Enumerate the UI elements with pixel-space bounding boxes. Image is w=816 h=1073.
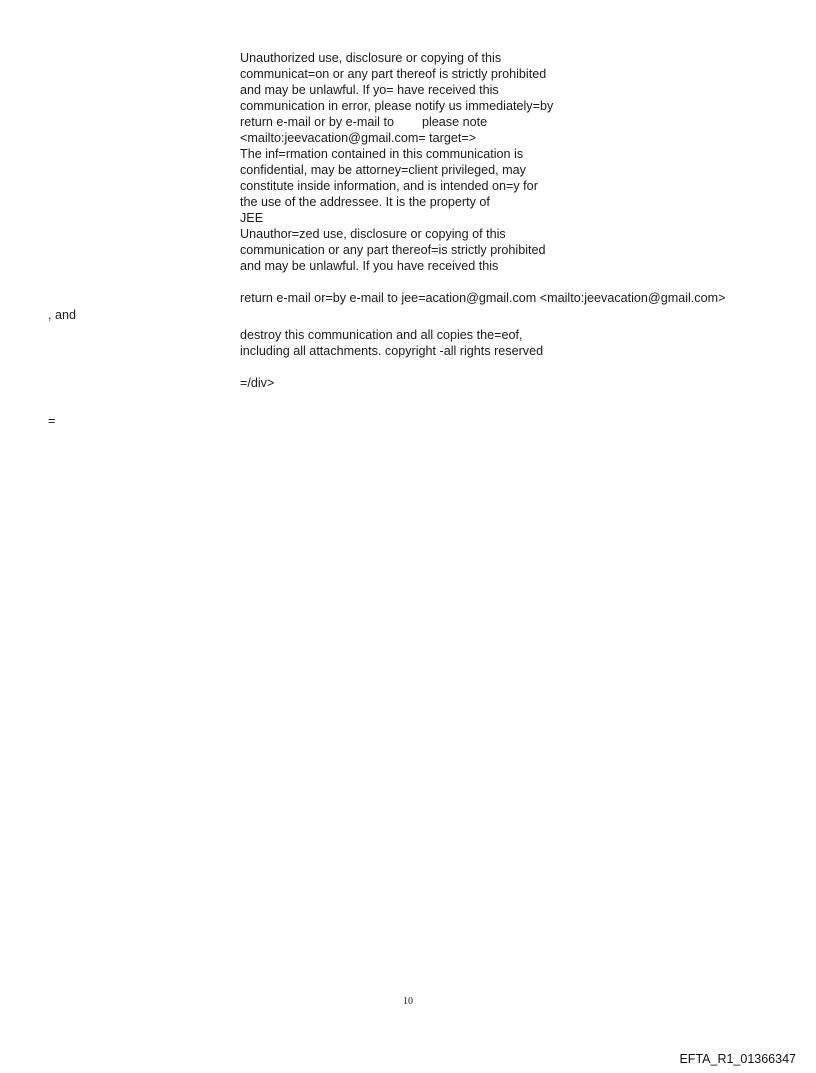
left-margin-and: , and [48,308,77,322]
body-line: the use of the addressee. It is the property of [240,195,490,209]
div-close-artifact: =/div> [240,376,275,390]
body-line: confidential, may be attorney=client privileged, may [240,163,526,177]
body-line: communicat=on or any part thereof is strictly prohibited [240,67,547,81]
closing-line: including all attachments. copyright -all rights reserved [240,344,544,358]
body-line: and may be unlawful. If you have received this [240,259,499,273]
page-number: 10 [403,996,413,1007]
body-line: constitute inside information, and is intended on=y for [240,179,538,193]
body-line: The inf=rmation contained in this communication is [240,147,524,161]
body-line: <mailto:jeevacation@gmail.com= target=> [240,131,477,145]
body-line: return e-mail or by e-mail to please note [240,115,488,129]
body-line: JEE [240,211,264,225]
bates-number: EFTA_R1_01366347 [679,1052,796,1066]
body-line: Unauthor=zed use, disclosure or copying of this [240,227,506,241]
body-line: communication or any part thereof=is strictly prohibited [240,243,546,257]
left-margin-equals: = [48,414,56,428]
return-email-line: return e-mail or=by e-mail to jee=acation@gmail.com <mailto:jeevacation@gmail.com> [240,291,726,305]
closing-line: destroy this communication and all copies the=eof, [240,328,523,342]
body-line: Unauthorized use, disclosure or copying of this [240,51,502,65]
body-line: and may be unlawful. If yo= have received this [240,83,499,97]
body-line: communication in error, please notify us immediately=by [240,99,554,113]
